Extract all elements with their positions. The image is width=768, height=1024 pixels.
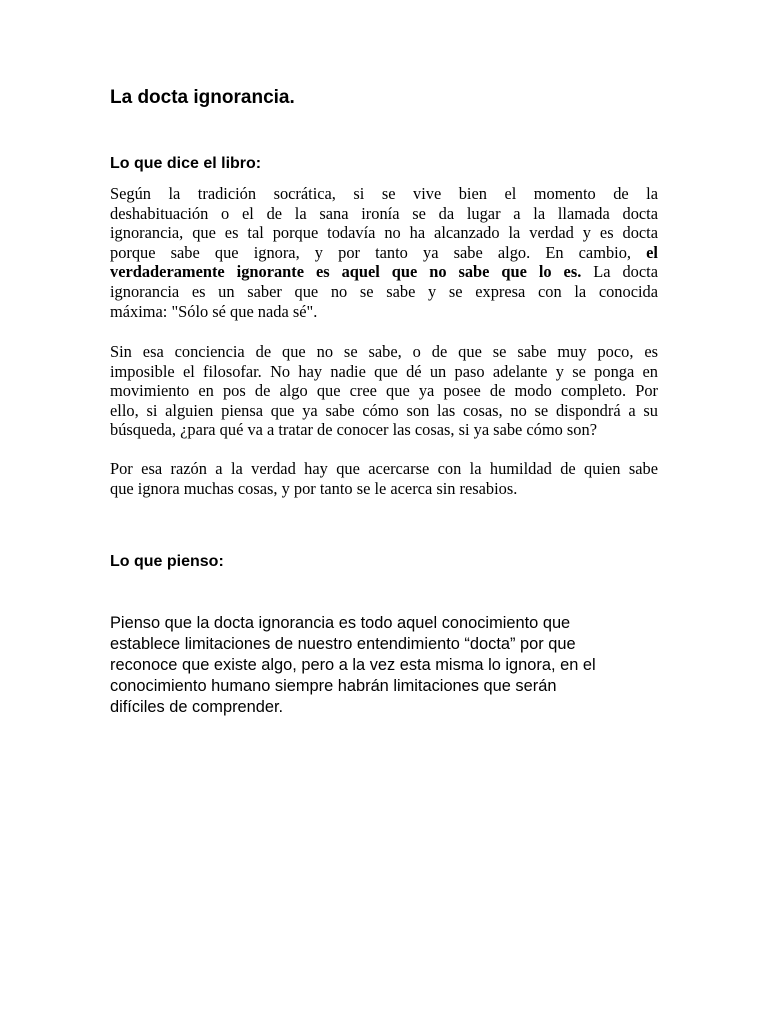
paragraph-line: Por esa razón a la verdad hay que acercarse con la humildad de quien sabe	[110, 459, 658, 478]
paragraph-line: que ignora muchas cosas, y por tanto se le acerca sin resabios.	[110, 478, 518, 498]
paragraph-line: establece limitaciones de nuestro entendimiento “docta” por que	[110, 635, 576, 653]
paragraph-line: ignorancia es un saber que no se sabe y se expresa con la conocida	[110, 281, 658, 301]
paragraph-line: Pienso que la docta ignorancia es todo aquel conocimiento que	[110, 614, 571, 632]
libro-paragraph-2	[110, 342, 658, 440]
emphasis-text: verdaderamente ignorante es aquel que no sabe que lo es.	[110, 262, 582, 282]
paragraph-line: deshabituación o el de la sana ironía se da lugar a la llamada docta	[110, 203, 658, 223]
paragraph-line	[110, 262, 658, 282]
libro-paragraph-3	[110, 459, 658, 498]
paragraph-line	[110, 243, 658, 263]
paragraph-line: ello, si alguien piensa que ya sabe cómo son las cosas, no se dispondrá a su	[110, 400, 658, 420]
paragraph-line: ignorancia, que es tal porque todavía no ha alcanzado la verdad y es docta	[110, 223, 658, 243]
paragraph-line: conocimiento humano siempre habrán limitaciones que serán	[110, 677, 557, 695]
emphasis-text: el	[646, 242, 658, 262]
paragraph-text: porque sabe que ignora, y por tanto ya sabe algo. En cambio,	[110, 242, 631, 262]
paragraph-line: reconoce que existe algo, pero a la vez esta misma lo ignora, en el	[110, 656, 596, 674]
paragraph-line: movimiento en pos de algo que cree que ya posee de modo completo. Por	[110, 381, 658, 401]
paragraph-line: Sin esa conciencia de que no se sabe, o de que se sabe muy poco, es	[110, 342, 658, 361]
paragraph-line: imposible el filosofar. No hay nadie que dé un paso adelante y se ponga en	[110, 361, 658, 381]
paragraph-text: La docta	[593, 262, 658, 282]
libro-paragraph-1	[110, 184, 658, 321]
document-title: La docta ignorancia.	[110, 87, 295, 108]
section-heading-pienso: Lo que pienso:	[110, 553, 224, 570]
paragraph-line: Según la tradición socrática, si se vive bien el momento de la	[110, 184, 658, 203]
paragraph-line: búsqueda, ¿para qué va a tratar de conocer las cosas, si ya sabe cómo son?	[110, 420, 597, 440]
paragraph-line: máxima: "Sólo sé que nada sé".	[110, 301, 318, 321]
paragraph-line: difíciles de comprender.	[110, 698, 284, 716]
pienso-paragraph	[110, 613, 670, 718]
section-heading-libro: Lo que dice el libro:	[110, 155, 262, 172]
